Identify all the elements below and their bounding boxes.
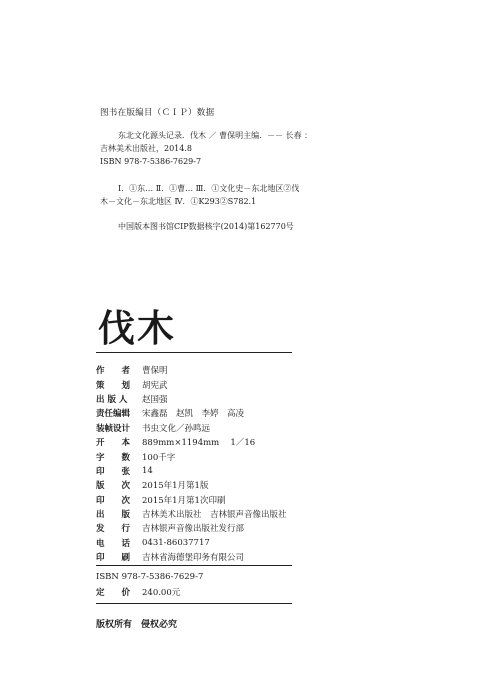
info-row [96, 435, 356, 449]
info-value: 书虫文化／孙鸣远 [142, 423, 211, 434]
info-row [96, 464, 356, 478]
info-label: 版 次 [96, 481, 131, 492]
publication-info [96, 363, 356, 564]
bottom-rule [96, 603, 292, 604]
info-label: 印 刷 [96, 553, 131, 564]
info-value: 2015年1月第1版 [142, 481, 209, 492]
cip-class-line: 木－文化－东北地区 Ⅳ．①K293②S782.1 [100, 197, 257, 206]
cip-library-note: 中国版本图书馆CIP数据核字(2014)第162770号 [118, 222, 294, 231]
info-value: 宋鑫磊 赵凯 李婷 高凌 [142, 409, 245, 420]
info-row [96, 550, 356, 564]
info-row [96, 421, 356, 435]
info-row [96, 406, 356, 420]
cip-line: 东北文化源头记录．伐木 ／ 曹保明主编．－－ 长春 ： [118, 131, 313, 140]
info-value: 2015年1月第1次印刷 [142, 495, 226, 506]
info-row [96, 521, 356, 535]
info-value: 胡宪武 [142, 380, 168, 391]
isbn-price-block [96, 570, 356, 599]
info-label: 电 话 [96, 538, 131, 549]
book-title: 伐木 [98, 307, 176, 350]
cip-line: ISBN 978-7-5386-7629-7 [100, 157, 202, 166]
info-value: 14 [142, 465, 153, 476]
isbn-number: ISBN 978-7-5386-7629-7 [96, 572, 204, 583]
info-value: 曹保明 [142, 366, 168, 377]
info-value: 吉林省海德堡印务有限公司 [142, 553, 245, 564]
info-label: 出 版 [96, 510, 131, 521]
info-row [96, 493, 356, 507]
info-value: 100千字 [142, 452, 176, 463]
cip-classification [118, 182, 299, 195]
info-label: 字 数 [96, 452, 131, 463]
price-label: 定 价 [96, 587, 131, 598]
info-label: 装帧设计 [96, 423, 131, 434]
cip-classification-cont [100, 195, 256, 208]
info-row [96, 507, 356, 521]
info-label: 出 版 人 [96, 394, 128, 405]
cip-class-line: Ⅰ．①东… Ⅱ．①曹… Ⅲ．①文化史－东北地区②伐 [118, 184, 300, 193]
info-label: 作 者 [96, 366, 131, 377]
copyright-notice: 版权所有 侵权必究 [96, 620, 178, 630]
info-value: 889mm×1194mm 1／16 [142, 438, 256, 449]
info-row [96, 377, 356, 391]
cip-record-cont [100, 142, 201, 168]
cip-heading: 图书在版编目（ＣＩＰ）数据 [100, 108, 215, 118]
info-label: 开 本 [96, 438, 131, 449]
info-value: 吉林美术出版社 吉林银声音像出版社 [142, 510, 287, 521]
title-rule [96, 352, 292, 353]
info-row [96, 478, 356, 492]
info-row [96, 536, 356, 550]
info-label: 印 次 [96, 495, 131, 506]
info-label: 发 行 [96, 524, 131, 535]
info-label: 责任编辑 [96, 409, 131, 420]
cip-record [118, 129, 312, 142]
info-label: 策 划 [96, 380, 131, 391]
info-value: 吉林银声音像出版社发行部 [142, 524, 245, 535]
isbn-row [96, 570, 356, 584]
info-value: 赵国强 [142, 394, 168, 405]
price-value: 240.00元 [142, 587, 181, 598]
price-row [96, 584, 356, 598]
info-rule [96, 565, 292, 566]
info-row [96, 449, 356, 463]
info-value: 0431-86037717 [142, 537, 210, 548]
info-row [96, 392, 356, 406]
cip-line: 吉林美术出版社，2014.8 [100, 144, 192, 153]
info-row [96, 363, 356, 377]
info-label: 印 张 [96, 466, 131, 477]
